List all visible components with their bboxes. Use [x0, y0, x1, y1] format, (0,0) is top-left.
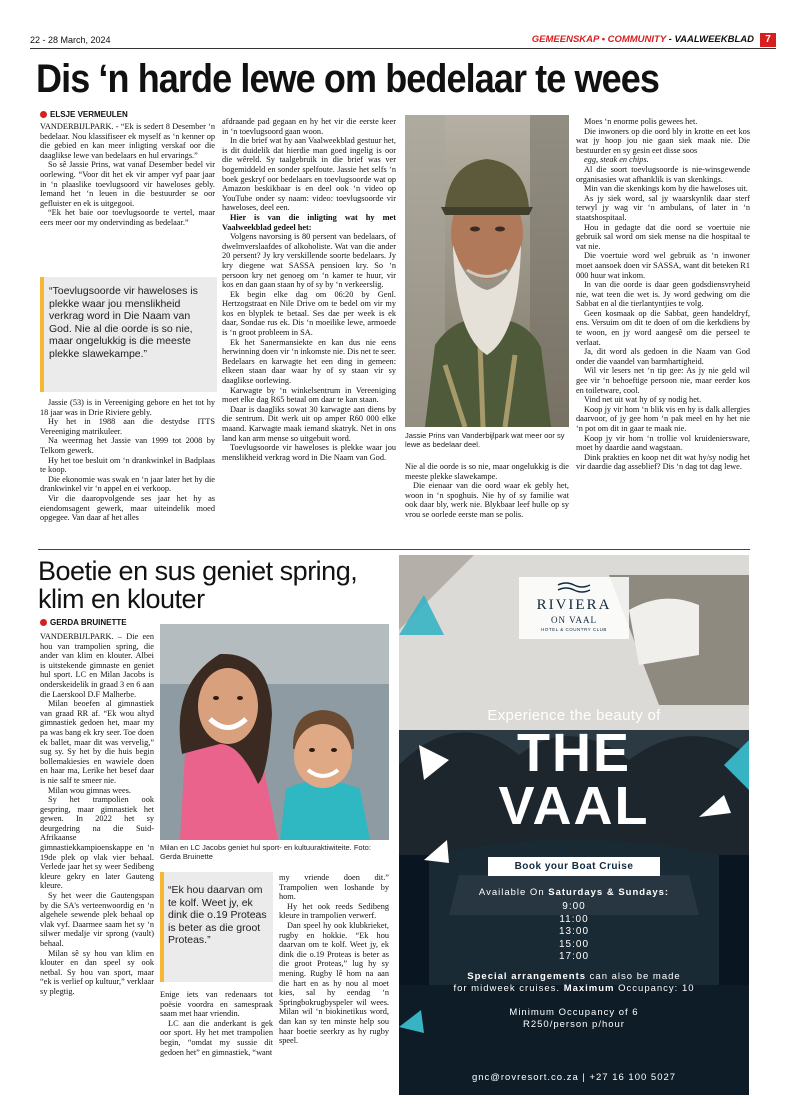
article1-col1a: VANDERBIJLPARK. - “Ek is sedert 8 Desember ‘n bedelaar. Nou klassifiseer ek myself as ‘n kenner op die gebied en kan meer inligting verskaf oor die daaglikse lewe van bedelaars en hul ervarings.” So sê Jassie Prins, wat vanaf Desember bedel vir oorlewing. “Voor dit het ek vir amper vyf paar jaar in ‘n plaaslike toevlugsoord vir haweloses gebly. Iemand het ‘n leuen in die bestuurder se oor gefluister en ek is uitgegooi. “Ek het baie oor toevlugsoorde te vertel, maar eers meer oor my ondervinding as bedelaar.”	[40, 122, 215, 227]
waves-logo-icon	[556, 581, 592, 595]
paragraph: Hier is van die inligting wat hy met Vaalweekblad gedeel het:	[222, 212, 396, 232]
article1-col4	[576, 117, 750, 547]
brand-name: RIVIERA	[536, 597, 612, 613]
article1-col1b: Jassie (53) is in Vereeniging gebore en het tot hy 18 jaar was in Drie Riviere gebly. Hy het in 1988 aan die destydse ITTS Vereeniging matrikuleer. Na weermag het Jassie van 1999 tot 2008 by Telkom gewerk. Hy het toe besluit om ‘n drankwinkel in Badplaas te koop. Die ekonomie was swak en ‘n jaar later het hy die drankwinkel vir ‘n appel en ei verkoop. Vir die daaropvolgende ses jaar het hy as eiendomsagent gewerk, maar uiteindelik moed opgegee. Van daar af het alles	[40, 398, 215, 523]
article2-pull-quote: “Ek hou daarvan om te kolf. Weet jy, ek dink die o.19 Proteas is beter as die groot Proteas.”	[168, 884, 267, 946]
article-divider	[38, 549, 750, 550]
advert-big-vaal: VAAL	[498, 776, 650, 836]
paragraph: Ja, dit word als gedoen in die Naam van God onder die vaandel van barmhartigheid.	[576, 347, 750, 366]
paragraph: Hy het ook reeds Sedibeng kleure in trampolien verwerf.	[279, 901, 389, 921]
paragraph: Ek begin elke dag om 06:20 by Genl. Hertzogstraat en Nile Drive om te bedel om vir my kos en blyplek te betaal. Ses dae per week is ek daar, Sondae rus ek. Dis ‘n moeilike lewe, armoede is ‘n groot probleem in SA.	[222, 289, 396, 338]
advert-big-the: THE	[517, 723, 631, 783]
paragraph: Enige iets van redenaars tot poësie voordra en samespraak saam met haar vriendin.	[160, 990, 273, 1019]
article2-col1	[40, 632, 154, 1094]
book-cruise-button[interactable]: Book your Boat Cruise	[488, 857, 660, 876]
paragraph: In die brief wat hy aan Vaalweekblad gestuur het, is dit duidelik dat hierdie man goed ingelig is oor die wêreld. Sy taalgebruik in die brief was ver bogemiddeld en sonder spelfoute. Jassie het selfs ‘n boek geskryf oor bedelaars en toevlugsoorde wat op Amazon beskikbaar is en deel ook ‘n video op YouTube onder sy naam: video: toevlugsoorde vir haweloses, deel een.	[222, 136, 396, 213]
article2-col2	[160, 990, 273, 1094]
paragraph: Milan beoefen al gimnastiek van graad RR af. “Ek wou altyd gimnastiek gedoen het, maar my pa was bang ek kry seer. Toe doen ek ballet, maar dit was vervelig,” sug sy. Sy het by die huis begin bollemakiesies en wawiele doen en haar ma, Lerike het besef daar is nie salf te smeer nie.	[40, 699, 154, 785]
paragraph: Al die soort toevlugsoorde is nie-winsgewende organisasies wat afhanklik is van skenkings.	[576, 164, 750, 184]
paragraph: Hou in gedagte dat die oord se voertuie nie gebruik sal word om siek mense na die hospitaal te vat nie.	[576, 222, 750, 251]
article2-photo-caption: Milan en LC Jacobs geniet hul sport- en kultuuraktiwiteite. Foto: Gerda Bruinette	[160, 843, 371, 861]
time-slot: 11:00	[559, 913, 589, 925]
section-gemeenskap: GEMEENSKAP	[531, 34, 599, 45]
article1-col3	[405, 462, 569, 547]
paragraph: my vriende doen dit.” Trampolien wen loshande by hom.	[279, 873, 389, 902]
pull-quote-bar-2	[160, 872, 164, 982]
jassie-photo	[405, 115, 569, 427]
minimum-occupancy: Minimum Occupancy of 6 R250/person p/hour	[509, 1007, 639, 1030]
paragraph: Koop jy vir hom ‘n trollie vol kruideniersware, moet hy daardie aand wagstaan.	[576, 433, 750, 453]
paragraph: Wil vir lesers net ‘n tip gee: As jy nie geld wil gee vir ‘n behoeftige persoon nie, maar eerder kos en toiletware, cool.	[576, 366, 750, 395]
brand-sub: ON VAAL	[551, 615, 597, 625]
paragraph: Min van die skenkings kom by die haweloses uit.	[584, 184, 748, 194]
section-community: COMMUNITY	[607, 34, 667, 45]
article2-byline: GERDA BRUINETTE	[40, 618, 127, 627]
article1-col2	[222, 117, 396, 547]
paragraph: Die voertuie word wel gebruik as ‘n inwoner moet aansoek doen vir SASSA, want dit beteken R1 000 huur wat inkom.	[576, 251, 750, 280]
masthead	[30, 33, 776, 47]
paragraph: Dink prakties en koop net dit wat hy/sy nodig het vir daardie dag asseblief? Dis ‘n dag tot dag lewe.	[576, 452, 750, 472]
time-slot: 9:00	[562, 901, 586, 912]
article1-headline: Dis ‘n harde lewe om bedelaar te wees	[36, 57, 659, 101]
article1-byline: ELSJE VERMEULEN	[40, 110, 128, 119]
paragraph: Daar is daagliks sowat 30 karwagte aan diens by die sentrum. Dit werk uit op amper R60 000 elke maand. Karwagte maak iemand skatryk. Net in ons land kan arm mense so uitgebuit word.	[222, 404, 396, 443]
brand-tag: HOTEL & COUNTRY CLUB	[541, 627, 607, 632]
paragraph: Sy het trampolien ook gespring, maar gimnastiek het gewen. In 2022 het sy deurgedring na die Suid-Afrikaanse gimnastiekkampioenskappe en ‘n 19de plek op vlak vier behaal. Verlede jaar het sy weer Sedibeng kleure gekry en later Gauteng kleure.	[40, 795, 154, 891]
riviera-advert	[399, 555, 749, 1095]
advert-contact[interactable]: gnc@rovresort.co.za | +27 16 100 5027	[471, 1072, 677, 1083]
article2-col3	[279, 873, 389, 1094]
paragraph: Volgens navorsing is 80 persent van bedelaars, of dwelmverslaafdes of alkoholiste. Wat van die ander 20 persent? Jy kry verskillende soorte bedelaars. Jy kry diegene wat SASSA pensioen kry. So ‘n persoon kry net genoeg om ‘n kamer te huur, vir kos en dan gaan staan hy of sy by ‘n verkeerslig.	[222, 232, 396, 290]
paragraph: In van die oorde is daar geen godsdiensvryheid nie, wat teen die wet is. Jy word gedwing om die Sabbat en al die tierlantyntjies te volg.	[576, 280, 750, 309]
paragraph: Dan speel hy ook klubkrieket, rugby en hokkie. “Ek hou daarvan om te kolf. Weet jy, ek dink die o.19 Proteas is beter as die groot Proteas,” lug hy sy mening. Rugby lê hom na aan die hart en as hy nou al moet kies, sal hy eendag ‘n Springbokrugbyspeler wil wees. Milan wil ‘n biokinetikus word, dan kan sy ten minste help sou haar boetie seerkry as hy rugby speel.	[279, 920, 389, 1046]
paragraph: Milan sê sy hou van klim en klouter en dan speel sy ook netbal. Sy hou van sport, maar “ek is verlief op kultuur,” verklaar sy plegtig.	[40, 948, 154, 996]
availability-line: Available On Saturdays & Sundays:	[478, 887, 670, 898]
byline-dot-icon	[40, 619, 47, 626]
section-label: GEMEENSKAP • COMMUNITY - VAALWEEKBLAD	[531, 34, 754, 45]
paragraph: Nie al die oorde is so nie, maar ongelukkig is die meeste plekke slawekampe.	[405, 462, 569, 481]
kids-photo	[160, 624, 389, 840]
page-number: 7	[760, 33, 776, 47]
paragraph: egg, steak en chips.	[584, 155, 649, 165]
paragraph: afdraande pad gegaan en hy het vir die eerste keer in ‘n toevlugsoord gaan woon.	[222, 117, 396, 136]
paragraph: As jy siek word, sal jy waarskynlik daar sterf terwyl jy wag vir ‘n ambulans, of later in ‘n staatshospitaal.	[576, 193, 750, 222]
paragraph: Toevlugsoorde vir haweloses is plekke waar jou menslikheid verkrag word in Die Naam van God.	[222, 443, 396, 462]
paragraph: Geen kosmaak op die Sabbat, geen handeldryf, ens. Versuim om dit te doen of om die kerkdiens by te woon, en jy word aangesê om die perseel te verlaat.	[576, 308, 750, 347]
paragraph: Sy het weer die Gautengspan by die SA's verteenwoordig en ‘n algehele sewende plek behaal op vlak vyf. Daarmee saam het sy ‘n silwer medalje vir sprong (vault) behaal.	[40, 891, 154, 948]
masthead-rule	[30, 48, 776, 49]
section-vaalweekblad: VAALWEEKBLAD	[674, 34, 754, 45]
issue-date: 22 - 28 March, 2024	[30, 35, 111, 45]
paragraph: VANDERBIJLPARK. – Die een hou van trampolien spring, die ander van klim en klouter. Albei is uitstekende gimnaste en geniet hul sport. LC en Milan Jacobs is onderskeidelik in graad 3 en 6 aan die Laerskool D.F Malherbe.	[40, 632, 154, 699]
paragraph: Moes ‘n enorme polis gewees het.	[584, 117, 698, 126]
paragraph: Milan wou gimnas wees.	[48, 785, 131, 795]
time-slot: 17:00	[558, 951, 590, 962]
paragraph: LC aan die anderkant is gek oor sport. Hy het met trampolien begin, “omdat my sussie dit gedoen het” en gimnastiek, “want	[160, 1018, 273, 1057]
time-slot: 13:00	[558, 926, 590, 937]
article2-headline: Boetie en sus geniet spring, klim en klouter	[38, 556, 358, 614]
article1-photo-caption: Jassie Prins van Vanderbijlpark wat meer oor sy lewe as bedelaar deel.	[405, 431, 565, 449]
byline-dot-icon	[40, 111, 47, 118]
advert-tagline: Experience the beauty of	[487, 707, 661, 724]
paragraph: Ek het Sanermansiekte en kan dus nie eens herwinning doen vir ‘n inkomste nie. Dis net te seer. Bedelaars en karwagte het een ding in gemeen: elkeen staan daar waar hy of sy staan vir sy daaglikse oorlewing.	[222, 337, 396, 386]
paragraph: Die inwoners op die oord bly in krotte en eet kos wat jy hoop jou nie gaan siek maak nie. Die bestuurder en sy gesin eet disse soos	[576, 126, 750, 155]
paragraph: Vind net uit wat hy of sy nodig het.	[584, 395, 702, 405]
paragraph: Die eienaar van die oord waar ek gebly het, woon in ‘n spoghuis. Nie hy of sy familie wat ook daar bly, werk nie. Blykbaar leef hulle op sy vrou se oorlede eerste man se polis.	[405, 481, 569, 519]
special-arrangements: Special arrangements can also be made for midweek cruises. Maximum Occupancy: 10	[453, 971, 695, 994]
jassie-illustration	[405, 115, 569, 427]
paragraph: Koop jy vir hom ‘n blik vis en hy is dalk allergies daarvoor, of jy gee hom ‘n pak meel en hy het nie ‘n pot om dit in gaar te maak nie.	[576, 404, 750, 433]
kids-illustration	[160, 624, 389, 840]
pull-quote-bar	[40, 277, 44, 392]
time-slot: 15:00	[558, 938, 590, 950]
paragraph: Karwagte by ‘n winkelsentrum in Vereeniging moet elke dag R65 betaal om daar te kan staan.	[222, 385, 396, 405]
article1-pull-quote: “Toevlugsoorde vir haweloses is plekke waar jou menslikheid verkrag word in Die Naam van God. Nie al die oorde is so nie, maar ongelukkig is die meeste plekke slawekampe.”	[49, 285, 198, 360]
cruise-times	[399, 901, 749, 964]
